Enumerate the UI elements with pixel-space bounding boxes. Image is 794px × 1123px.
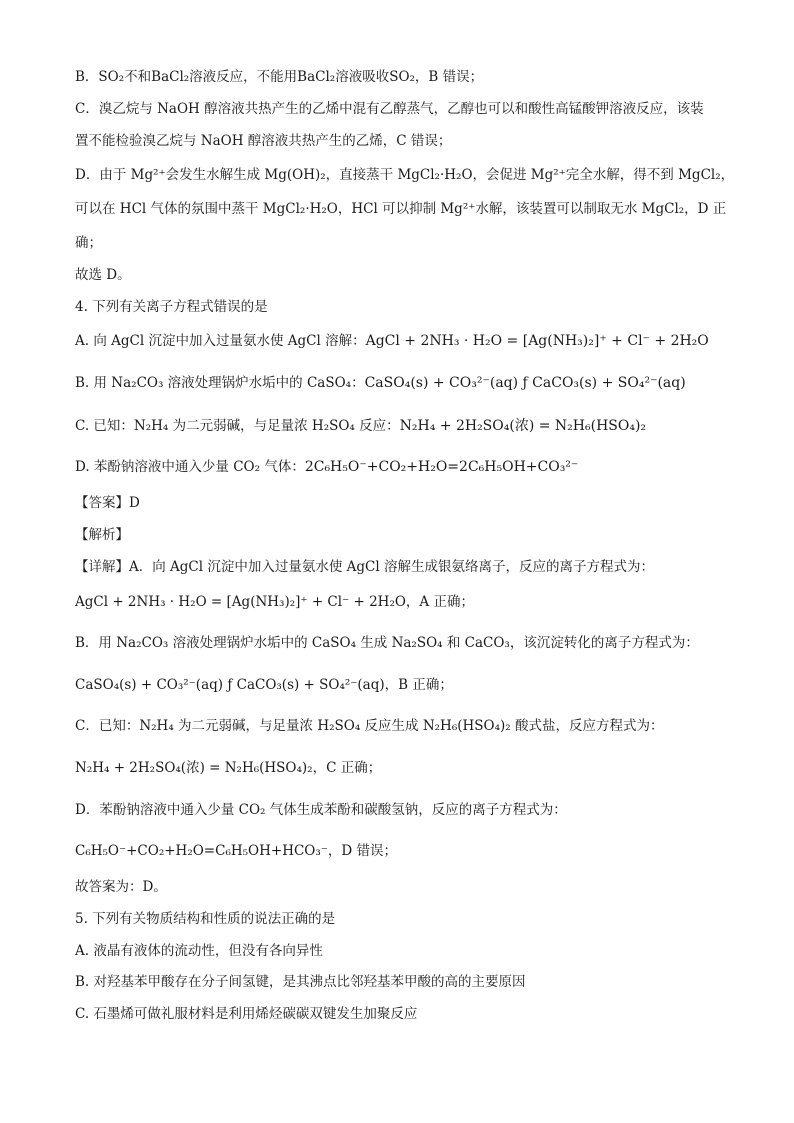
q4-option-c-equation: N₂H₄ + 2H₂SO₄(浓) = N₂H₆(HSO₄)₂	[399, 418, 647, 434]
q4-option-a-text: A. 向 AgCl 沉淀中加入过量氨水使 AgCl 溶解：	[75, 333, 366, 349]
analysis-label: 【解析】	[75, 527, 129, 543]
q4-option-c-text: C. 已知：N₂H₄ 为二元弱碱，与足量浓 H₂SO₄ 反应：	[75, 418, 400, 434]
q4-option-b	[75, 373, 734, 393]
d-explanation-line-1: D．由于 Mg²⁺会发生水解生成 Mg(OH)₂，直接蒸干 MgCl₂·H₂O，会促进 Mg²⁺完全水解，得不到 MgCl₂，	[75, 167, 735, 183]
question-4-stem: 4. 下列有关离子方程式错误的是	[75, 299, 268, 315]
detail-d-equation: C₆H₅O⁻+CO₂+H₂O=C₆H₅OH+HCO₃⁻，D 错误；	[75, 843, 398, 859]
q4-option-d	[75, 457, 734, 477]
q4-option-a-equation: AgCl + 2NH₃ · H₂O = [Ag(NH₃)₂]⁺ + Cl⁻ + 2H₂O	[365, 333, 709, 349]
q4-option-b-equation: CaSO₄(s) + CO₃²⁻(aq) ƒ CaCO₃(s) + SO₄²⁻(aq)	[364, 375, 686, 391]
detail-b: B．用 Na₂CO₃ 溶液处理锅炉水垢中的 CaSO₄ 生成 Na₂SO₄ 和 CaCO₃，该沉淀转化的离子方程式为：	[75, 635, 699, 651]
q5-option-b: B. 对羟基苯甲酸存在分子间氢键，是其沸点比邻羟基苯甲酸的高的主要原因	[75, 974, 526, 990]
b-explanation: B．SO₂不和BaCl₂溶液反应，不能用BaCl₂溶液吸收SO₂，B 错误；	[75, 69, 484, 85]
q3-conclusion: 故选 D。	[75, 267, 131, 283]
q5-option-c: C. 石墨烯可做礼服材料是利用烯烃碳碳双键发生加聚反应	[75, 1006, 418, 1022]
q4-conclusion: 故答案为：D。	[75, 879, 167, 895]
c-explanation-line-1: C．溴乙烷与 NaOH 醇溶液共热产生的乙烯中混有乙醇蒸气，乙醇也可以和酸性高锰酸钾溶液反应，该装	[75, 101, 704, 117]
detail-b-equation: CaSO₄(s) + CO₃²⁻(aq) ƒ CaCO₃(s) + SO₄²⁻(aq)，B 正确；	[75, 677, 453, 693]
q4-option-a	[75, 331, 734, 351]
detail-c-equation: N₂H₄ + 2H₂SO₄(浓) = N₂H₆(HSO₄)₂，C 正确；	[75, 760, 382, 776]
d-explanation-line-2: 可以在 HCl 气体的氛围中蒸干 MgCl₂·H₂O，HCl 可以抑制 Mg²⁺水解，该装置可以制取无水 MgCl₂，D 正	[75, 201, 727, 217]
q4-option-d-text: D. 苯酚钠溶液中通入少量 CO₂ 气体：	[75, 459, 305, 475]
detail-a: 【详解】A．向 AgCl 沉淀中加入过量氨水使 AgCl 溶解生成银氨络离子，反应的离子方程式为：	[75, 559, 654, 575]
q4-option-d-equation: 2C₆H₅O⁻+CO₂+H₂O=2C₆H₅OH+CO₃²⁻	[304, 459, 579, 475]
d-explanation-line-3: 确；	[75, 235, 102, 251]
question-5-stem: 5. 下列有关物质结构和性质的说法正确的是	[75, 911, 336, 927]
q4-option-b-text: B. 用 Na₂CO₃ 溶液处理锅炉水垢中的 CaSO₄：	[75, 375, 365, 391]
detail-d: D．苯酚钠溶液中通入少量 CO₂ 气体生成苯酚和碳酸氢钠，反应的离子方程式为：	[75, 802, 567, 818]
c-explanation-line-2: 置不能检验溴乙烷与 NaOH 醇溶液共热产生的乙烯，C 错误；	[75, 133, 452, 149]
q5-option-a: A. 液晶有液体的流动性，但没有各向异性	[75, 943, 323, 959]
answer-label: 【答案】D	[75, 495, 140, 511]
detail-a-equation: AgCl + 2NH₃ · H₂O = [Ag(NH₃)₂]⁺ + Cl⁻ + 2H₂O，A 正确；	[75, 594, 474, 610]
detail-c: C．已知：N₂H₄ 为二元弱碱，与足量浓 H₂SO₄ 反应生成 N₂H₆(HSO₄)₂ 酸式盐，反应方程式为：	[75, 718, 664, 734]
q4-option-c	[75, 416, 734, 436]
